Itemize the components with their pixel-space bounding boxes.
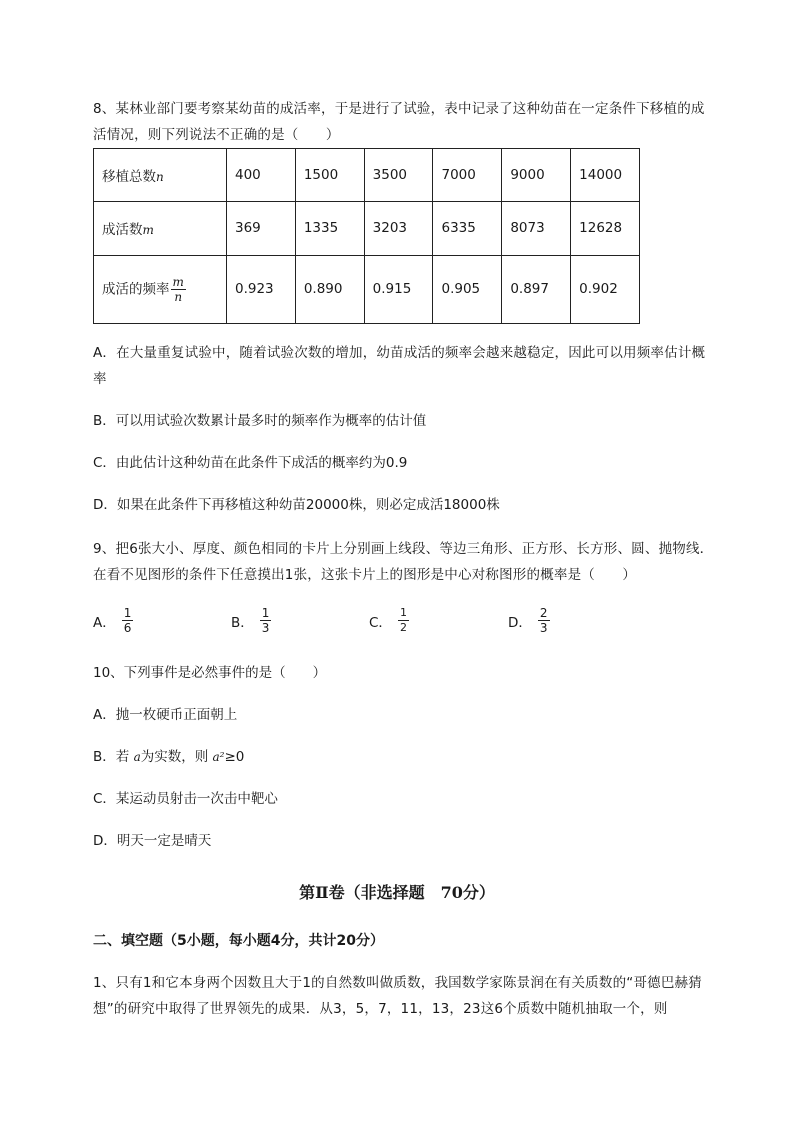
table-cell: 1500 xyxy=(295,149,364,202)
table-cell: 0.897 xyxy=(502,255,571,323)
table-row xyxy=(94,255,640,323)
q8-table xyxy=(93,148,640,324)
table-cell: 369 xyxy=(227,202,296,255)
table-row-label: 成活数m xyxy=(94,202,227,255)
table-row-label: 成活的频率 $\frac{m}{n}$ xyxy=(94,255,227,323)
q9-option-c: C． $\frac{1}{2}$ xyxy=(369,606,407,634)
table-cell: 0.890 xyxy=(295,255,364,323)
table-cell: 12628 xyxy=(571,202,640,255)
q10-option-c: C．某运动员射击一次击中靶心 xyxy=(93,791,278,807)
fraction: $\frac{m}{n}$ xyxy=(172,274,184,304)
q9-option-d: D． $\frac{2}{3}$ xyxy=(508,606,548,635)
table-cell: 0.915 xyxy=(364,255,433,323)
table-cell: 3203 xyxy=(364,202,433,255)
fraction: $\frac{1}{2}$ xyxy=(399,606,407,634)
q9-stem: 9、把6张大小、厚度、颜色相同的卡片上分别画上线段、等边三角形、正方形、长方形、圆、抛物线．在看不见图形的条件下任意摸出1张，这张卡片上的图形是中心对称图形的概率是（ ） xyxy=(93,541,714,583)
table-cell: 6335 xyxy=(433,202,502,255)
table-cell: 0.902 xyxy=(571,255,640,323)
table-cell: 7000 xyxy=(433,149,502,202)
q8-stem: 8、某林业部门要考察某幼苗的成活率，于是进行了试验，表中记录了这种幼苗在一定条件下移植的成活情况，则下列说法不正确的是（ ） xyxy=(93,101,705,143)
q10-option-a: A．抛一枚硬币正面朝上 xyxy=(93,707,238,723)
section-title: 第Ⅱ卷（非选择题 70分） xyxy=(299,883,495,902)
q8-option-b: B．可以用试验次数累计最多时的频率作为概率的估计值 xyxy=(93,413,427,429)
table-row xyxy=(94,149,640,202)
table-row-label: 移植总数n xyxy=(94,149,227,202)
q9-option-b: B． $\frac{1}{3}$ xyxy=(231,606,270,635)
table-cell: 9000 xyxy=(502,149,571,202)
q10-option-d: D．明天一定是晴天 xyxy=(93,833,212,849)
table-cell: 1335 xyxy=(295,202,364,255)
q9-option-a: A． $\frac{1}{6}$ xyxy=(93,606,132,635)
table-cell: 400 xyxy=(227,149,296,202)
fill1-stem: 1、只有1和它本身两个因数且大于1的自然数叫做质数，我国数学家陈景润在有关质数的“哥德巴赫猜想”的研究中取得了世界领先的成果．从3，5，7，11，13，23这6个质数中随机抽取一个，则 xyxy=(93,975,702,1017)
table-cell: 14000 xyxy=(571,149,640,202)
table-cell: 8073 xyxy=(502,202,571,255)
table-cell: 3500 xyxy=(364,149,433,202)
q8-option-a: A．在大量重复试验中，随着试验次数的增加，幼苗成活的频率会越来越稳定，因此可以用频率估计概率 xyxy=(93,345,706,387)
q8-option-c: C．由此估计这种幼苗在此条件下成活的概率约为0.9 xyxy=(93,455,408,471)
fraction: $\frac{1}{3}$ xyxy=(261,606,270,635)
q10-option-b: B．若 a为实数，则 a²≥0 xyxy=(93,749,245,765)
section-subtitle: 二、填空题（5小题，每小题4分，共计20分） xyxy=(93,933,384,949)
table-cell: 0.905 xyxy=(433,255,502,323)
fraction: $\frac{1}{6}$ xyxy=(123,606,132,635)
q8-option-d: D．如果在此条件下再移植这种幼苗20000株，则必定成活18000株 xyxy=(93,497,500,513)
table-cell: 0.923 xyxy=(227,255,296,323)
q10-stem: 10、下列事件是必然事件的是（ ） xyxy=(93,665,327,681)
table-row xyxy=(94,202,640,255)
fraction: $\frac{2}{3}$ xyxy=(539,606,548,635)
